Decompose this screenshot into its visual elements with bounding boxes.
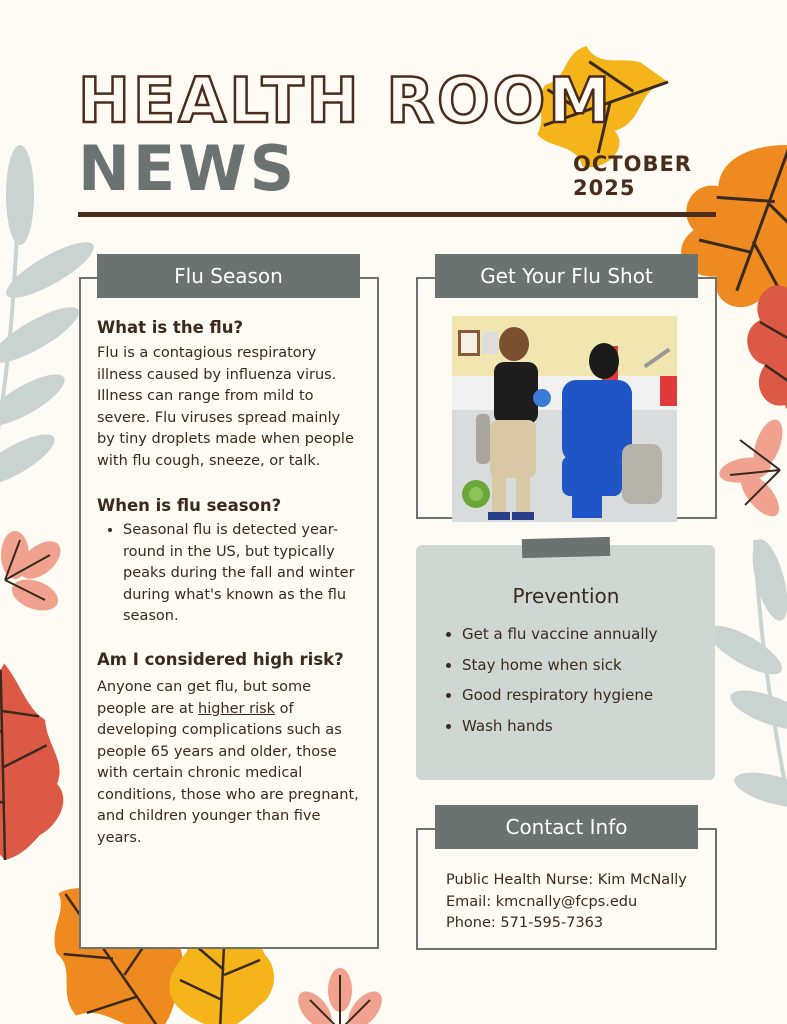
high-risk-text-start: Anyone can get flu, but some people are at [97,679,312,717]
list-item: • Good respiratory hygiene [462,680,710,711]
prevention-title: Prevention [512,584,620,608]
issue-date [573,152,692,200]
red-leaf-icon [747,284,787,440]
flu-season-content [97,318,361,472]
contact-banner: Contact Info [435,805,698,849]
newsletter-title-news: NEWS [78,132,298,205]
contact-details [446,870,711,935]
high-risk-heading: Am I considered high risk? [97,650,344,669]
high-risk-text [97,677,361,849]
what-is-flu-text: Flu is a contagious respiratory illness caused by influenza virus. Illness can range from mild to severe. Flu viruses spread mainly by tiny droplets made when people with flu cough, sneeze, or talk. [97,345,354,469]
nurse-name: Public Health Nurse: Kim McNally [446,872,687,888]
header-divider [78,212,716,217]
contact-email[interactable]: Email: kmcnally@fcps.edu [446,893,638,910]
higher-risk-link[interactable]: higher risk [198,700,276,717]
red-oak-leaf-icon [0,657,79,866]
flu-shot-banner: Get Your Flu Shot [435,254,698,298]
when-is-flu-season-heading: When is flu season? [97,496,282,515]
flu-shot-photo [452,316,677,522]
issue-month: OCTOBER [573,152,692,176]
list-item: • Stay home when sick [462,650,710,681]
list-item: • Get a flu vaccine annually [462,619,710,650]
what-is-flu-heading: What is the flu? [97,318,244,337]
flu-season-when-section [97,496,361,628]
prevention-list [440,619,710,741]
newsletter-title-outline: HEALTH ROOM [78,64,614,137]
pink-flower-icon [1,531,67,616]
when-is-flu-season-list [97,520,361,628]
prevention-list-wrapper [440,619,710,741]
pink-leaf-icon [717,416,787,523]
list-item: • Wash hands [462,711,710,742]
high-risk-text-end: of developing complications such as people 65 years and older, those with certain chronic medical conditions, those who are pregnant, and children younger than five years. [97,700,359,846]
flu-season-risk-section [97,650,361,849]
list-item: • Seasonal flu is detected year-round in the US, but typically peaks during the fall and winter during what's known as the flu season. [123,520,361,628]
contact-phone[interactable]: Phone: 571-595-7363 [446,915,604,931]
tape-strip-decoration [522,537,610,558]
issue-year: 2025 [573,176,636,200]
pink-bottom-flower-icon [292,968,389,1024]
flu-season-banner: Flu Season [97,254,360,298]
